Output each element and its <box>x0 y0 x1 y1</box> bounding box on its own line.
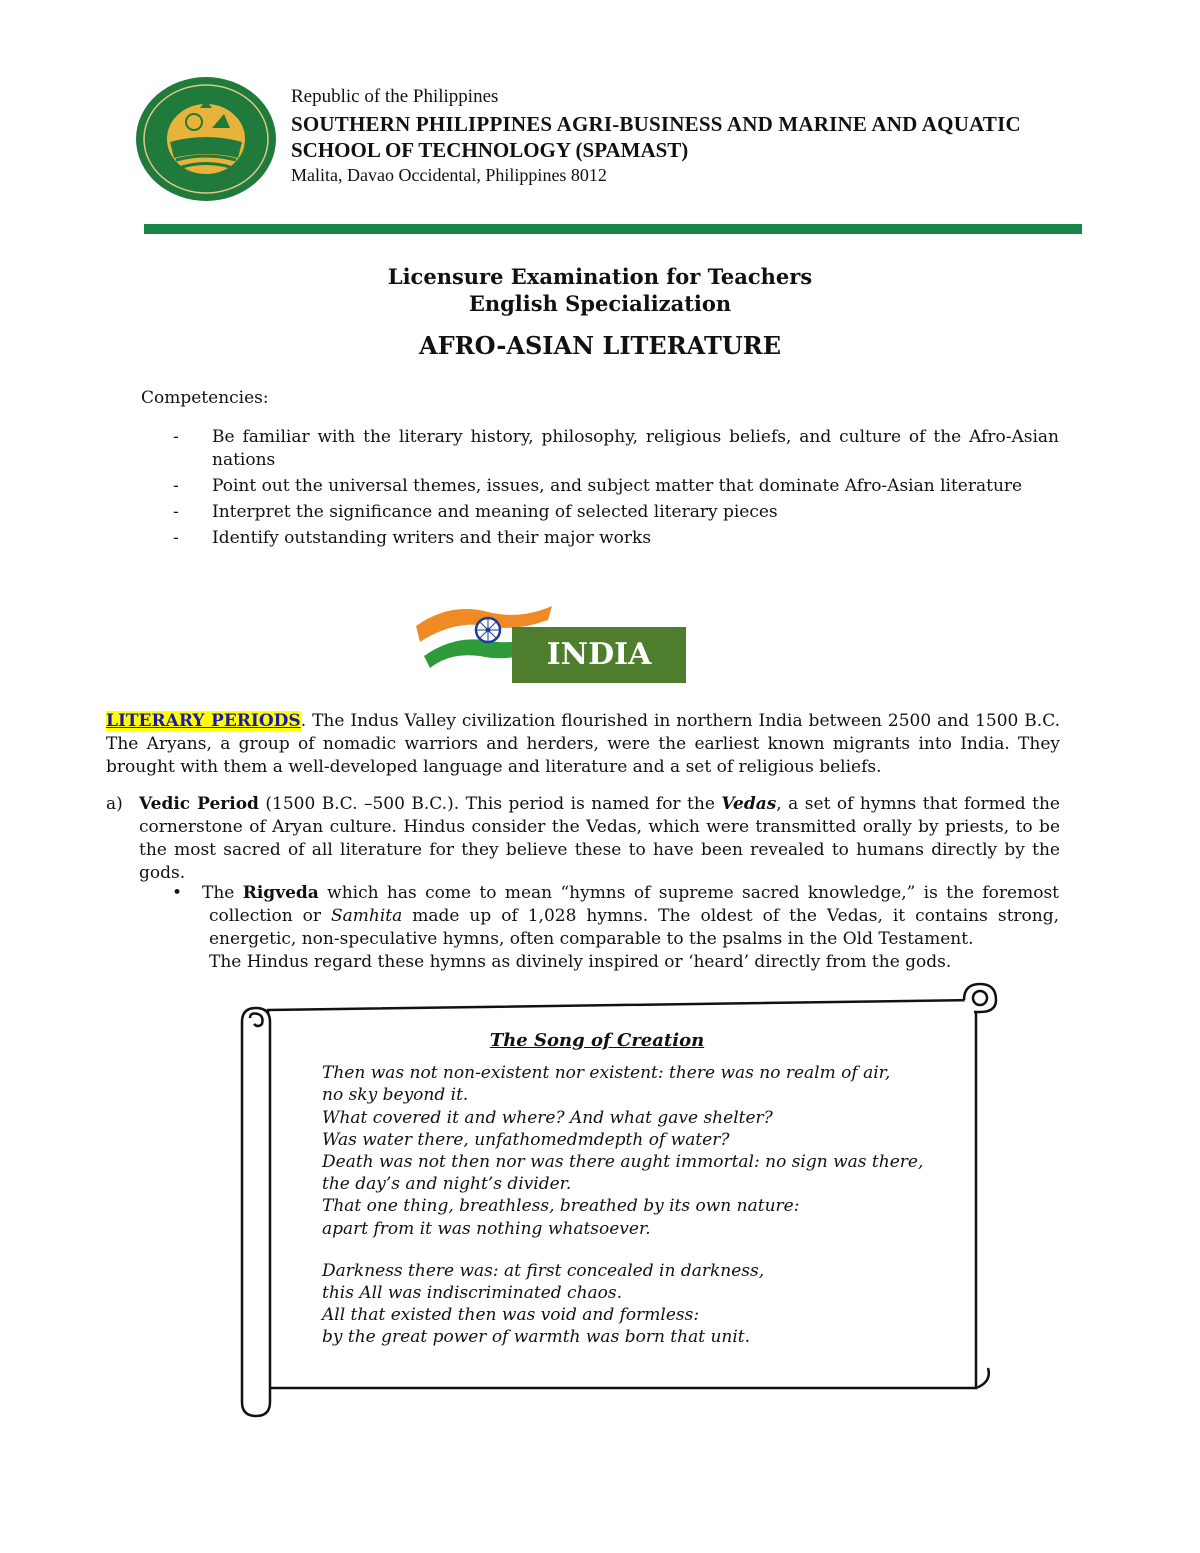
republic-label: Republic of the Philippines <box>291 86 499 107</box>
competency-item: - Be familiar with the literary history, philosophy, religious beliefs, and culture of the Afro-Asian nations <box>173 427 1059 470</box>
vedic-period-term: Vedic Period <box>139 794 259 814</box>
list-marker: a) <box>106 794 123 814</box>
rigveda-term: Rigveda <box>242 883 319 903</box>
school-seal-icon <box>134 76 278 202</box>
poem-line: this All was indiscriminated chaos. <box>322 1283 623 1304</box>
vedic-period-paragraph: a) Vedic Period (1500 B.C. –500 B.C.). This period is named for the Vedas, a set of hymns that formed the cornerstone of Aryan culture. Hindus consider the Vedas, which were transmitted orally by priests, to be the most sacred of all literature for they believe these to have been revealed to humans directly by the gods. <box>106 794 1060 883</box>
poem-line: apart from it was nothing whatsoever. <box>322 1218 651 1239</box>
poem-line: Then was not non-existent nor existent: there was no realm of air, <box>322 1063 891 1084</box>
vedas-term: Vedas <box>721 794 777 814</box>
poem-line: Death was not then nor was there aught immortal: no sign was there, <box>322 1152 924 1173</box>
poem-line: All that existed then was void and formless: <box>322 1305 700 1326</box>
poem-line: Darkness there was: at first concealed in darkness, <box>322 1260 765 1281</box>
samhita-term: Samhita <box>331 906 403 926</box>
exam-title: Licensure Examination for Teachers <box>387 264 813 289</box>
poem-title: The Song of Creation <box>489 1030 705 1051</box>
poem-block <box>322 1030 972 1369</box>
poem-stanza <box>322 1260 972 1349</box>
rigveda-paragraph: • The Rigveda which has come to mean “hymns of supreme sacred knowledge,” is the foremost collection or Samhita made up of 1,028 hymns. The oldest of the Vedas, it contains strong, energetic, non-speculative hymns, often comparable to the psalms in the Old Testament. The Hindus regard these hymns as divinely inspired or ‘heard’ directly from the gods. <box>172 883 1060 972</box>
competencies-label: Competencies: <box>141 388 269 408</box>
specialization-title: English Specialization <box>468 291 732 316</box>
bullet-marker: • <box>172 883 183 903</box>
header-divider <box>144 224 1082 234</box>
literary-periods-paragraph: LITERARY PERIODS. The Indus Valley civilization flourished in northern India between 2500 and 1500 B.C. The Aryans, a group of nomadic warriors and herders, were the earliest known migrants into India. They brought with them a well-developed language and literature and a set of religious beliefs. <box>106 711 1060 777</box>
poem-line: What covered it and where? And what gave shelter? <box>322 1107 773 1128</box>
poem-stanza <box>322 1062 972 1240</box>
poem-line: Was water there, unfathomedmdepth of water? <box>322 1129 730 1150</box>
competency-item: - Identify outstanding writers and their major works <box>173 528 652 548</box>
poem-line: That one thing, breathless, breathed by its own nature: <box>322 1196 800 1217</box>
competency-list <box>173 426 1059 553</box>
competency-item: - Interpret the significance and meaning of selected literary pieces <box>173 502 778 522</box>
poem-line: by the great power of warmth was born that unit. <box>322 1327 751 1348</box>
literary-periods-heading: LITERARY PERIODS <box>106 711 301 731</box>
page-title: AFRO-ASIAN LITERATURE <box>419 331 781 360</box>
poem-line: no sky beyond it. <box>322 1085 469 1106</box>
poem-line: the day’s and night’s divider. <box>322 1174 572 1195</box>
school-name-line2: SCHOOL OF TECHNOLOGY (SPAMAST) <box>291 138 689 162</box>
competency-item: - Point out the universal themes, issues, and subject matter that dominate Afro-Asian literature <box>173 476 1023 496</box>
country-banner: INDIA <box>512 627 686 683</box>
school-address: Malita, Davao Occidental, Philippines 8012 <box>291 165 607 185</box>
school-name-line1: SOUTHERN PHILIPPINES AGRI-BUSINESS AND MARINE AND AQUATIC <box>291 112 1021 136</box>
